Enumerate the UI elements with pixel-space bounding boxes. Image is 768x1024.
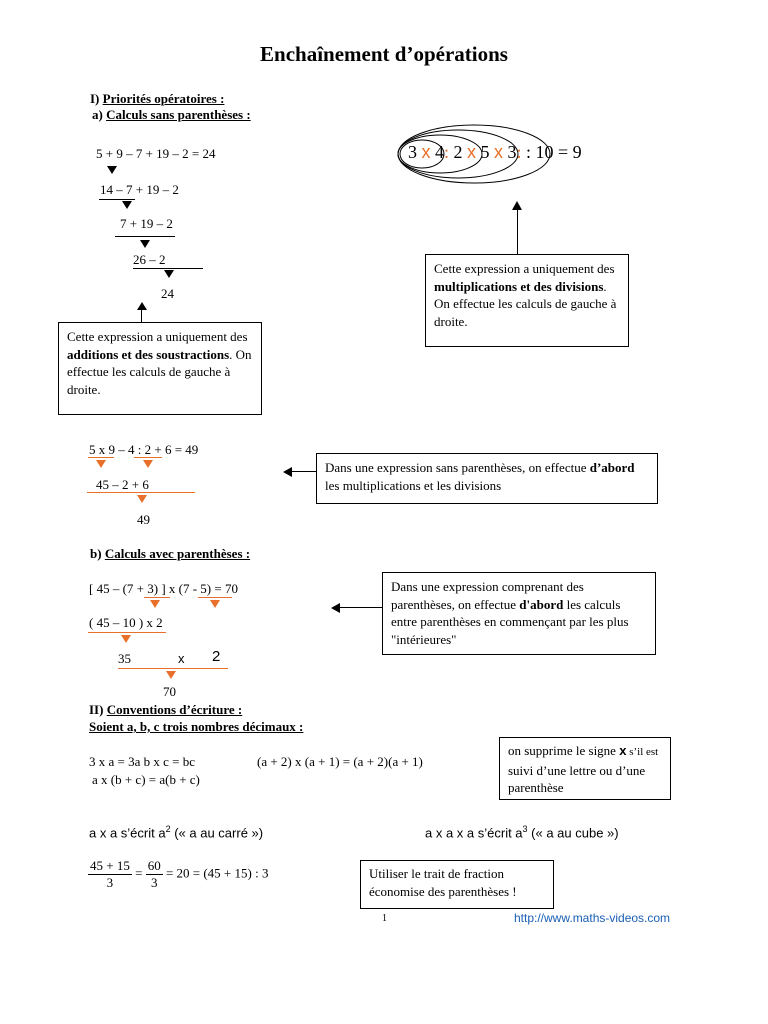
subsection-title: Calculs avec parenthèses : <box>104 546 251 561</box>
section-2-heading <box>89 702 242 718</box>
footer-link[interactable]: http://www.maths-videos.com <box>514 911 671 925</box>
subsection-b-heading <box>90 546 250 562</box>
section-title: Conventions d’écriture : <box>106 702 243 717</box>
paren-line-1: [ 45 – (7 + 3) ] x (7 - 5) = 70 <box>89 581 238 596</box>
note-box-additions: Cette expression a uniquement des additions et des soustractions. On effectue les calculs de gauche à droite. <box>58 322 262 415</box>
add-line-1: 5 + 9 – 7 + 19 – 2 = 24 <box>96 146 216 161</box>
section-title: Priorités opératoires : <box>102 91 225 106</box>
down-arrow <box>164 270 174 278</box>
fraction-1: $\frac{45 + 15}{3}$ <box>90 858 130 890</box>
down-arrow-orange <box>96 460 106 468</box>
down-arrow <box>140 240 150 248</box>
page-number: 1 <box>382 913 387 924</box>
down-arrow-orange <box>210 600 220 608</box>
down-arrow-orange <box>150 600 160 608</box>
paren-line-2: ( 45 – 10 ) x 2 <box>89 615 163 630</box>
mixed-line-1: 5 x 9 – 4 : 2 + 6 = 49 <box>89 442 199 457</box>
convention-line-1b: (a + 2) x (a + 1) = (a + 2)(a + 1) <box>257 754 423 769</box>
down-arrow <box>122 201 132 209</box>
paren-line-3: 35 <box>118 651 131 666</box>
add-line-4: 26 – 2 <box>133 252 166 267</box>
down-arrow-orange <box>137 495 147 503</box>
section-2-intro: Soient a, b, c trois nombres décimaux : <box>89 719 304 734</box>
mult-expression: 3 x 4: 2 x 5 x 3: : 10 = 9 <box>408 142 582 162</box>
add-result: 24 <box>161 286 174 301</box>
convention-line-2: a x (b + c) = a(b + c) <box>92 772 200 787</box>
paren-result: 70 <box>163 684 176 699</box>
section-1-heading <box>90 91 224 107</box>
square-notation: a x a s’écrit $a^2$ (« a au carré ») <box>89 824 264 841</box>
fraction-equation: $\frac{45 + 15}{3}$ = $\frac{60}{3}$ = 20 = (45 + 15) : 3 <box>90 858 269 890</box>
subsection-letter: a) <box>92 107 103 122</box>
mixed-result: 49 <box>137 512 150 527</box>
section-number: II) <box>89 702 104 717</box>
subsection-letter: b) <box>90 546 102 561</box>
mixed-line-2: 45 – 2 + 6 <box>96 477 149 492</box>
down-arrow <box>107 166 117 174</box>
down-arrow-orange <box>166 671 176 679</box>
fraction-2: $\frac{60}{3}$ <box>147 858 161 890</box>
page-title: Enchaînement d’opérations <box>260 42 508 66</box>
add-line-2: 14 – 7 + 19 – 2 <box>100 182 179 197</box>
note-box-fraction: Utiliser le trait de fraction économise des parenthèses ! <box>360 860 554 909</box>
section-number: I) <box>90 91 100 106</box>
note-box-multiplications: Cette expression a uniquement des multiplications et des divisions. On effectue les calculs de gauche à droite. <box>425 254 629 347</box>
subsection-title: Calculs sans parenthèses : <box>106 107 251 122</box>
down-arrow-orange <box>143 460 153 468</box>
note-box-parentheses: Dans une expression comprenant des parenthèses, on effectue d'abord les calculs entre parenthèses en commençant par les plus "intérieures" <box>382 572 656 655</box>
subsection-a-heading <box>92 107 251 123</box>
cube-notation: a x a x a s’écrit $a^3$ (« a au cube ») <box>425 824 619 841</box>
note-box-priority: Dans une expression sans parenthèses, on effectue d’abord les multiplications et les divisions <box>316 453 658 504</box>
convention-line-1: 3 x a = 3a b x c = bc <box>89 754 195 769</box>
down-arrow-orange <box>121 635 131 643</box>
add-line-3: 7 + 19 – 2 <box>120 216 173 231</box>
note-box-sign: on supprime le signe x s’il est suivi d’une lettre ou d’une parenthèse <box>499 737 671 800</box>
